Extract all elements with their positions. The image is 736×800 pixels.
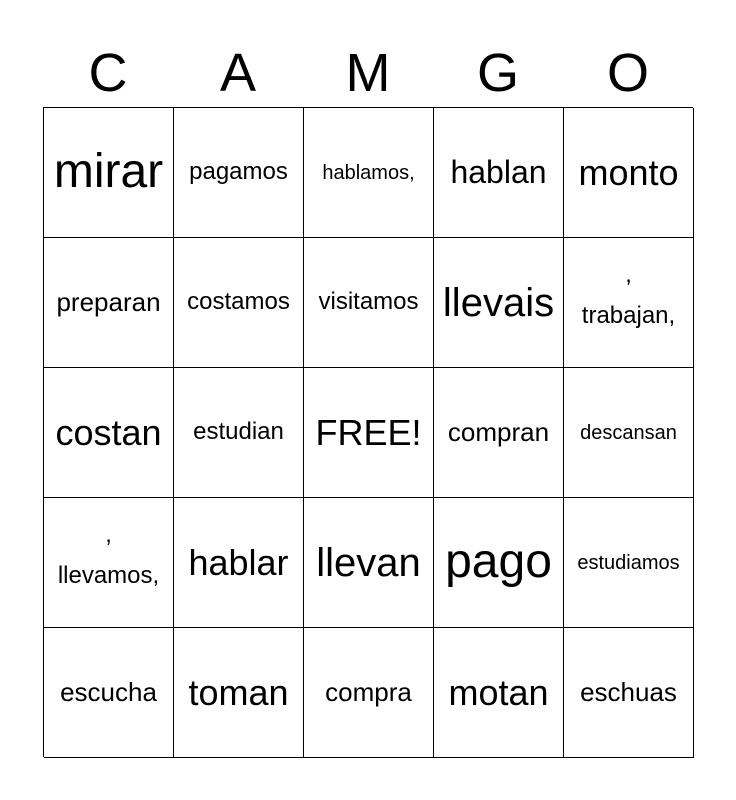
bingo-cell[interactable]: hablamos, — [304, 108, 434, 238]
bingo-cell[interactable]: monto — [564, 108, 694, 238]
bingo-cell[interactable]: pago — [434, 498, 564, 628]
bingo-cell[interactable]: mirar — [44, 108, 174, 238]
header-letter-g: G — [476, 43, 519, 103]
bingo-cell[interactable]: llevais — [434, 238, 564, 368]
bingo-header — [43, 40, 693, 106]
bingo-board — [43, 107, 693, 757]
bingo-cell[interactable]: estudian — [174, 368, 304, 498]
bingo-cell[interactable]: estudiamos — [564, 498, 694, 628]
header-letter-m: M — [345, 43, 391, 103]
bingo-cell[interactable]: hablar — [174, 498, 304, 628]
bingo-cell[interactable]: pagamos — [174, 108, 304, 238]
bingo-cell[interactable]: preparan — [44, 238, 174, 368]
bingo-cell[interactable]: descansan — [564, 368, 694, 498]
bingo-cell[interactable]: costan — [44, 368, 174, 498]
header-letter-c: C — [88, 43, 128, 103]
bingo-cell[interactable]: visitamos — [304, 238, 434, 368]
bingo-cell[interactable]: llevan — [304, 498, 434, 628]
bingo-cell[interactable]: escucha — [44, 628, 174, 758]
bingo-cell[interactable]: compran — [434, 368, 564, 498]
bingo-cell[interactable]: ’ llevamos, — [44, 498, 174, 628]
bingo-cell[interactable]: costamos — [174, 238, 304, 368]
bingo-cell[interactable]: ’ trabajan, — [564, 238, 694, 368]
bingo-cell[interactable]: motan — [434, 628, 564, 758]
bingo-cell[interactable]: hablan — [434, 108, 564, 238]
bingo-cell[interactable]: compra — [304, 628, 434, 758]
bingo-cell[interactable]: toman — [174, 628, 304, 758]
bingo-cell[interactable]: eschuas — [564, 628, 694, 758]
header-letter-a: A — [219, 43, 257, 103]
bingo-cell-free[interactable]: FREE! — [304, 368, 434, 498]
header-letter-o: O — [606, 43, 649, 103]
